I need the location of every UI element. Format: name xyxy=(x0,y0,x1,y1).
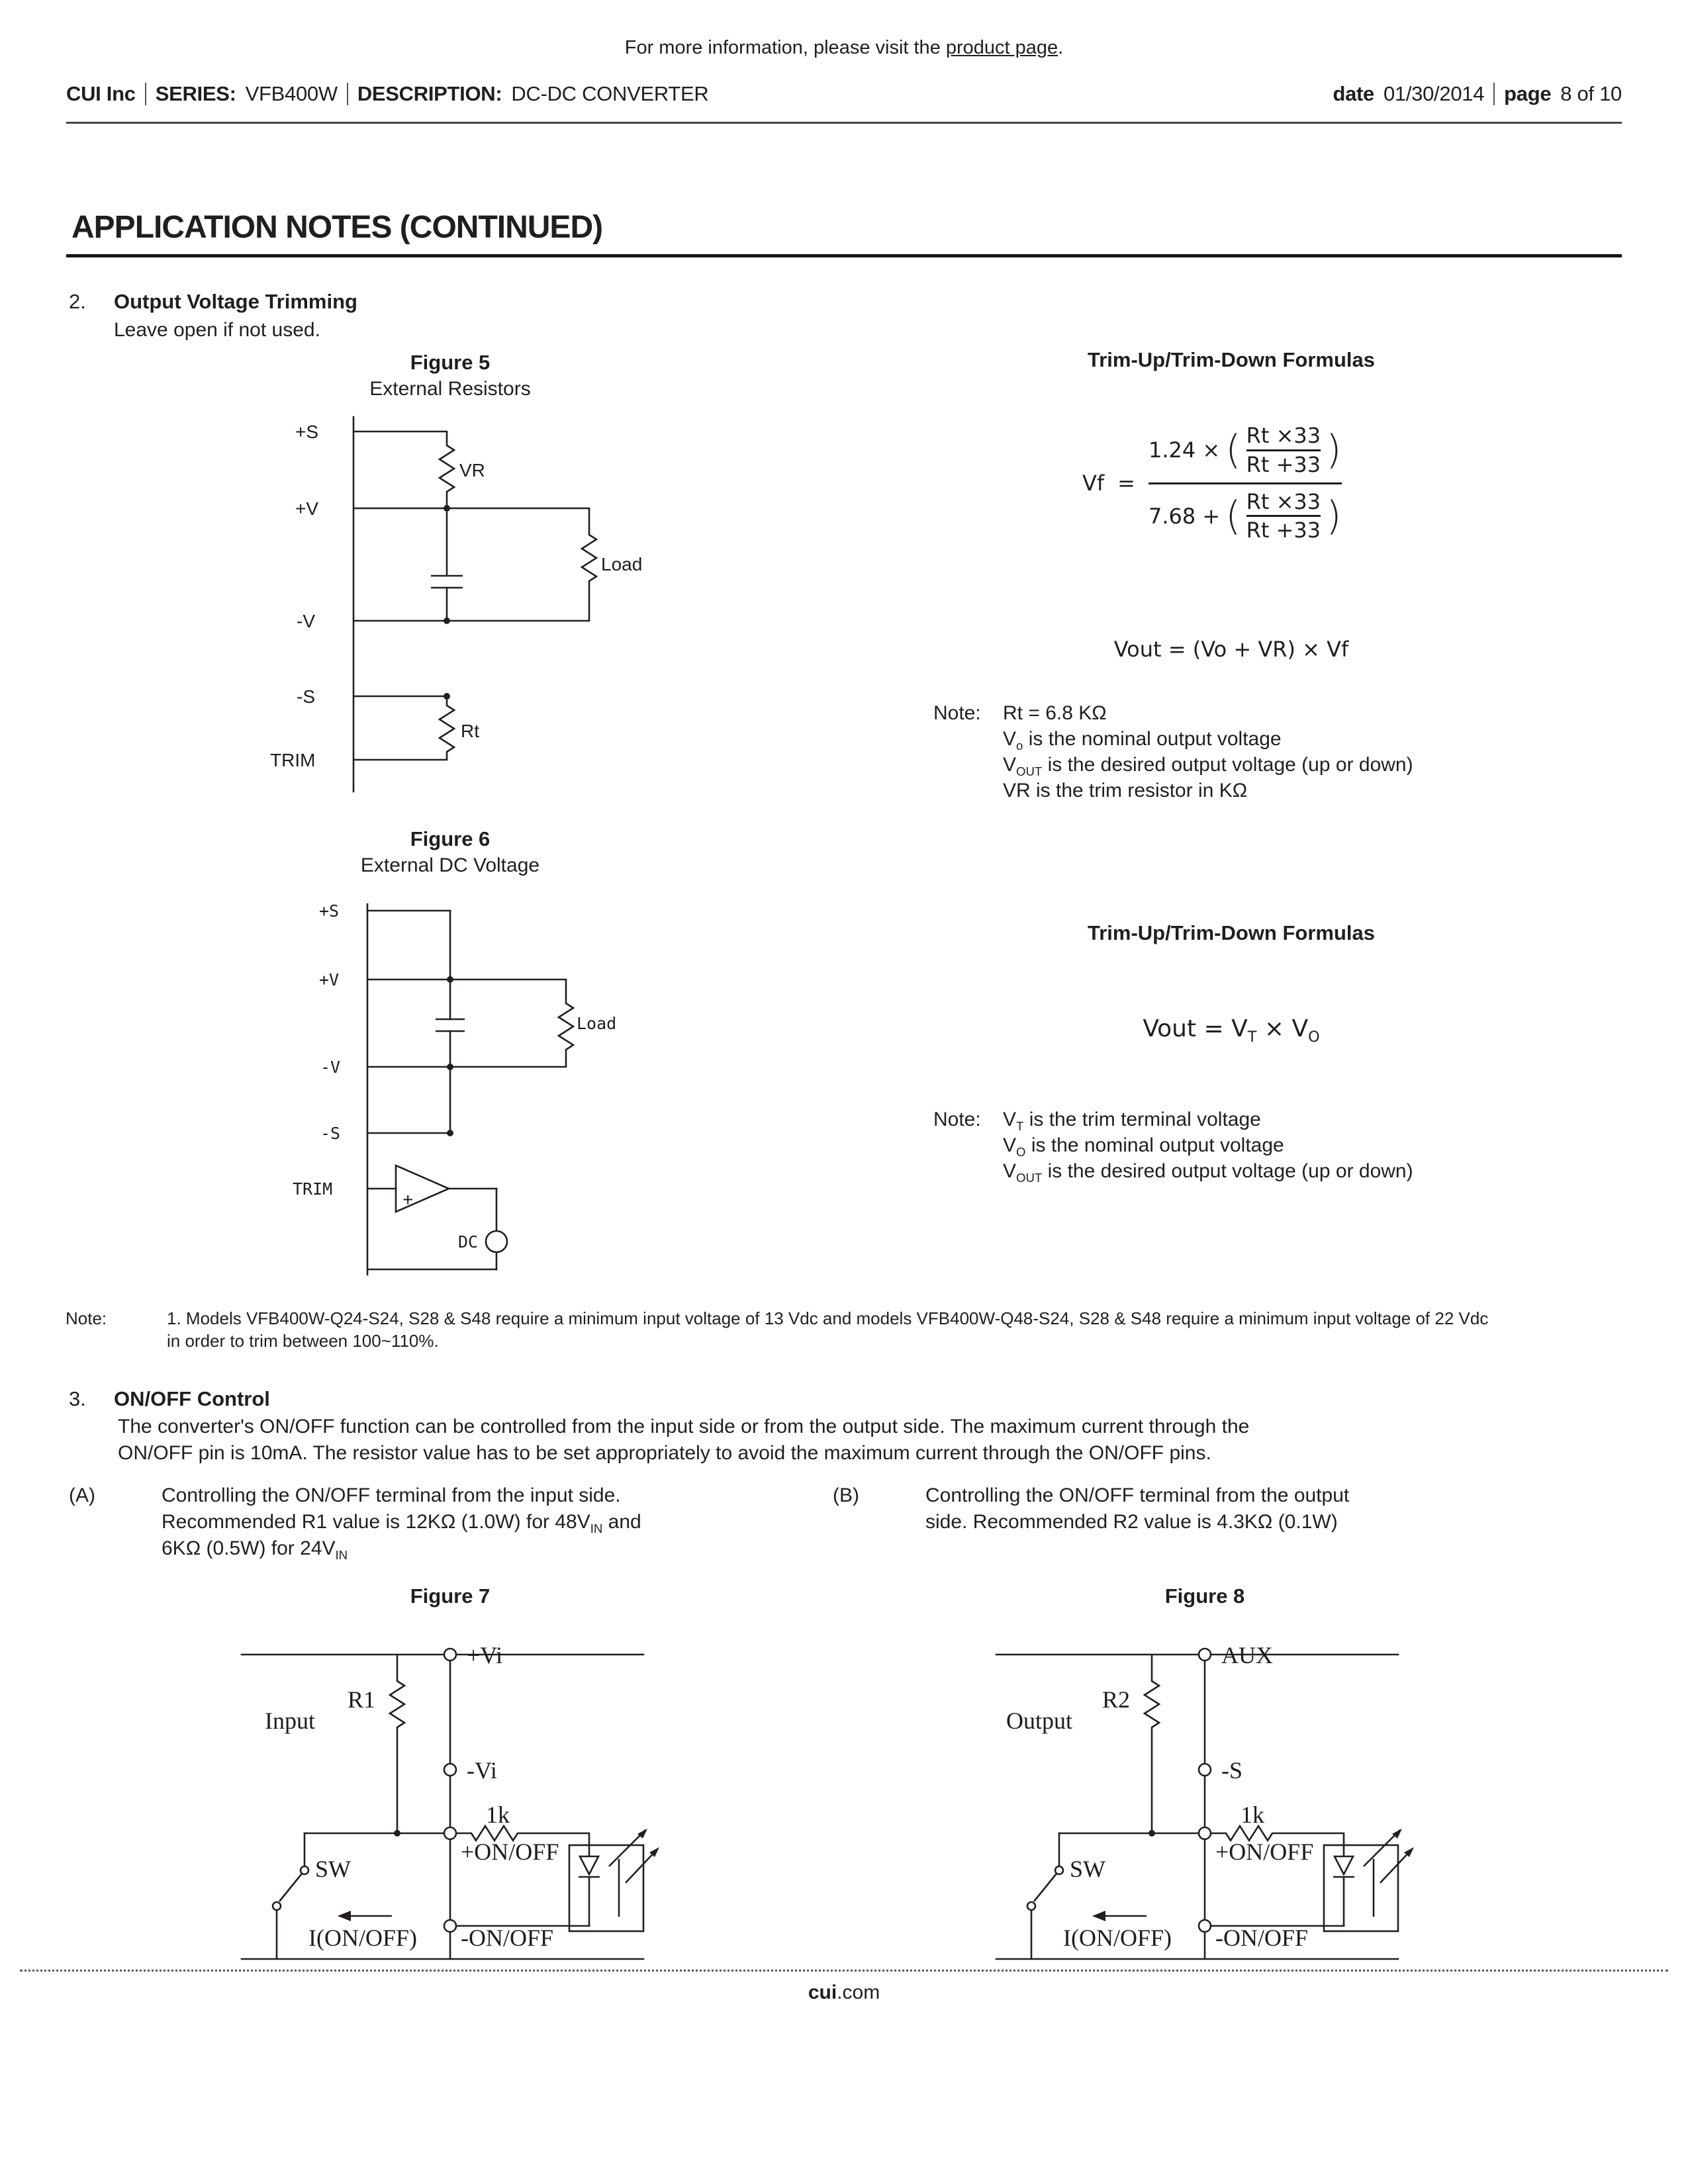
section2-heading xyxy=(69,290,357,314)
figure8-title: Figure 8 xyxy=(1164,1584,1245,1608)
figure7-caption xyxy=(238,1583,662,1610)
note-line xyxy=(933,700,1413,726)
terminal-label-top: +Vi xyxy=(467,1642,503,1668)
figure5-title: Figure 5 xyxy=(410,351,491,374)
minus-onoff-label: -ON/OFF xyxy=(461,1925,554,1951)
opamp-plus-input-label: + xyxy=(402,1189,414,1210)
junction-dot xyxy=(447,976,453,983)
header-right xyxy=(1333,82,1622,106)
vf-den-frac-bottom: Rt +33 xyxy=(1246,518,1321,543)
vf-num-frac-top: Rt ×33 xyxy=(1246,423,1321,448)
resistor-rt-symbol xyxy=(440,696,454,760)
vout-formula-2 xyxy=(1059,1015,1403,1046)
figure8-circuit xyxy=(993,1628,1417,1972)
terminal-label-plus-v: +V xyxy=(319,970,340,989)
product-page-link[interactable]: product page xyxy=(945,37,1058,58)
note-vo-post: is the nominal output voltage xyxy=(1025,1134,1284,1156)
terminal-plus-vi xyxy=(444,1649,456,1661)
terminal-minus-s xyxy=(1199,1764,1211,1776)
document-header xyxy=(66,82,1622,106)
info-text-period: . xyxy=(1058,37,1064,58)
vf-num-fraction xyxy=(1246,424,1321,477)
vf-lhs: Vf xyxy=(1082,471,1105,496)
switch-terminal xyxy=(273,1902,281,1910)
section3-heading xyxy=(69,1387,270,1411)
section2-title: Output Voltage Trimming xyxy=(114,290,357,313)
trim-footnote xyxy=(66,1307,1488,1352)
page-number: 8 of 10 xyxy=(1560,82,1622,105)
header-separator xyxy=(347,83,348,105)
resistor-1k-label: 1k xyxy=(1241,1801,1264,1828)
vf-formula xyxy=(1082,424,1342,543)
note-line: VR is the trim resistor in KΩ xyxy=(1003,780,1248,801)
vf-den-frac-top: Rt ×33 xyxy=(1246,488,1321,514)
switch-terminal xyxy=(1055,1866,1063,1874)
figure8-wires xyxy=(996,1655,1398,1959)
date-label: date xyxy=(1333,82,1374,105)
vout2-sub-t: T xyxy=(1247,1028,1257,1046)
dc-source-label: DC xyxy=(458,1232,479,1251)
current-arrowhead xyxy=(1092,1911,1105,1921)
terminal-plus-onoff xyxy=(1199,1827,1211,1839)
paragraph-line2: ON/OFF pin is 10mA. The resistor value has to be set appropriately to avoid the maximum current through the ON/OFF pins. xyxy=(118,1442,1211,1464)
item-a-line3-sub: IN xyxy=(335,1548,348,1562)
vf-num-coefficient: 1.24 × xyxy=(1148,437,1221,463)
terminal-label-trim: TRIM xyxy=(270,750,316,770)
title-rule xyxy=(66,254,1622,257)
switch-terminal xyxy=(301,1866,308,1874)
vf-numerator: 1.24 × ( Rt ×33 Rt +33 ) xyxy=(1148,423,1342,477)
figure7-title: Figure 7 xyxy=(410,1584,491,1608)
terminal-label-plus-s: +S xyxy=(295,422,319,442)
figure5-circuit xyxy=(252,409,662,806)
load-label: Load xyxy=(577,1014,617,1033)
note-line xyxy=(933,1132,1413,1158)
note-vout-post: is the desired output voltage (up or down) xyxy=(1042,754,1413,776)
note-vt-sub: T xyxy=(1016,1119,1024,1133)
note-label: Note: xyxy=(933,1109,981,1130)
switch-label: SW xyxy=(315,1856,351,1882)
section3-paragraph xyxy=(118,1414,1249,1467)
section2-number: 2. xyxy=(69,290,86,313)
info-banner xyxy=(0,37,1688,59)
terminal-label-trim: TRIM xyxy=(293,1179,333,1199)
series-label: SERIES: xyxy=(155,82,236,105)
load-label: Load xyxy=(601,554,643,574)
footnote-label: Note: xyxy=(66,1308,107,1328)
vout2-pre: Vout = V xyxy=(1143,1015,1248,1042)
description-label: DESCRIPTION: xyxy=(357,82,502,105)
current-label: I(ON/OFF) xyxy=(1063,1925,1172,1951)
note-label: Note: xyxy=(933,702,981,724)
terminal-minus-onoff xyxy=(1199,1920,1211,1932)
terminal-aux xyxy=(1199,1649,1211,1661)
junction-dot xyxy=(1149,1830,1155,1837)
resistor-load-symbol xyxy=(559,979,573,1067)
note-vo-pre: V xyxy=(1003,1134,1017,1156)
item-a xyxy=(69,1482,641,1562)
item-b xyxy=(833,1482,1349,1535)
page-label: page xyxy=(1504,82,1552,105)
plus-onoff-label: +ON/OFF xyxy=(461,1839,559,1865)
resistor-vr-label: VR xyxy=(459,460,485,480)
terminal-label-minus-s: -S xyxy=(320,1124,341,1143)
section3-number: 3. xyxy=(69,1387,86,1410)
note-vout-pre: V xyxy=(1003,754,1017,776)
header-separator xyxy=(145,83,146,105)
item-b-line2: side. Recommended R2 value is 4.3KΩ (0.1W) xyxy=(925,1511,1338,1533)
junction-dot xyxy=(444,617,450,624)
item-a-line3 xyxy=(162,1535,641,1562)
vf-den-fraction xyxy=(1246,490,1321,543)
note-line xyxy=(933,1158,1413,1184)
trim-formulas-heading-2: Trim-Up/Trim-Down Formulas xyxy=(1087,921,1376,944)
footnote-text xyxy=(167,1307,1488,1352)
figure5-note xyxy=(933,700,1413,803)
vf-denominator: 7.68 + ( Rt ×33 Rt +33 ) xyxy=(1148,488,1342,543)
resistor-vr-symbol xyxy=(440,432,454,508)
section2-subheading: Leave open if not used. xyxy=(114,319,320,341)
terminal-minus-onoff xyxy=(444,1920,456,1932)
item-a-line3-pre: 6KΩ (0.5W) for 24V xyxy=(162,1537,336,1559)
item-b-text xyxy=(925,1482,1349,1535)
note-line xyxy=(933,726,1413,752)
terminal-label-minus-v: -V xyxy=(320,1058,341,1077)
resistor-1k-label: 1k xyxy=(486,1801,510,1828)
led-symbol xyxy=(580,1856,598,1874)
item-a-line2-post: and xyxy=(602,1511,641,1533)
item-a-label: (A) xyxy=(69,1484,95,1506)
junction-dot xyxy=(444,505,450,512)
terminal-label-plus-s: +S xyxy=(319,901,340,921)
trim-formulas-heading-1: Trim-Up/Trim-Down Formulas xyxy=(1087,348,1376,371)
minus-onoff-label: -ON/OFF xyxy=(1215,1925,1309,1951)
resistor-label: R1 xyxy=(348,1686,376,1713)
section3-title: ON/OFF Control xyxy=(114,1387,270,1410)
item-a-text xyxy=(162,1482,641,1562)
item-b-line1: Controlling the ON/OFF terminal from the output xyxy=(925,1484,1350,1506)
note-vt-post: is the trim terminal voltage xyxy=(1023,1109,1261,1130)
vf-den-coefficient: 7.68 + xyxy=(1148,503,1221,529)
note-vo-pre: V xyxy=(1003,728,1017,750)
junction-dot xyxy=(447,1064,453,1070)
figure6-circuit xyxy=(285,897,629,1295)
figure7-circuit xyxy=(238,1628,662,1972)
note-line xyxy=(933,752,1413,778)
side-label: Input xyxy=(265,1707,315,1734)
note-line xyxy=(933,1107,1413,1132)
note-vt-pre: V xyxy=(1003,1109,1017,1130)
vf-num-frac-bottom: Rt +33 xyxy=(1246,451,1321,477)
terminal-label-minus-s: -S xyxy=(297,686,315,707)
resistor-r1-symbol xyxy=(390,1655,404,1833)
note-vout-pre: V xyxy=(1003,1160,1017,1182)
series-value: VFB400W xyxy=(245,82,338,105)
vout2-sub-o: O xyxy=(1308,1028,1320,1046)
current-label: I(ON/OFF) xyxy=(308,1925,418,1951)
paragraph-line1: The converter's ON/OFF function can be controlled from the input side or from the output side. The maximum current through the xyxy=(118,1416,1250,1437)
note-vout-sub: OUT xyxy=(1016,1171,1043,1185)
fraction-bar-main xyxy=(1149,482,1342,484)
header-separator xyxy=(1493,83,1495,105)
led-symbol xyxy=(1335,1856,1353,1874)
terminal-label-plus-v: +V xyxy=(295,498,319,519)
plus-onoff-label: +ON/OFF xyxy=(1215,1839,1314,1865)
footer xyxy=(0,1981,1688,2004)
page-title: APPLICATION NOTES (CONTINUED) xyxy=(71,210,603,245)
item-a-line2-pre: Recommended R1 value is 12KΩ (1.0W) for 48V xyxy=(162,1511,590,1533)
note-rt-value: Rt = 6.8 KΩ xyxy=(1003,702,1107,724)
resistor-load-symbol xyxy=(582,508,596,621)
footer-brand: cui xyxy=(808,1981,837,2003)
note-vout-sub: OUT xyxy=(1016,764,1043,778)
item-a-line1: Controlling the ON/OFF terminal from the input side. xyxy=(162,1484,621,1506)
info-text-pre: For more information, please visit the xyxy=(624,37,946,58)
date-value: 01/30/2014 xyxy=(1383,82,1485,105)
footnote-line1: 1. Models VFB400W-Q24-S24, S28 & S48 require a minimum input voltage of 13 Vdc and models VFB400W-Q48-S24, S28 & S48 require a minimum input voltage of 22 Vdc xyxy=(167,1308,1489,1328)
item-b-label: (B) xyxy=(833,1484,859,1506)
figure5-caption xyxy=(245,349,655,402)
junction-dot xyxy=(444,693,450,700)
terminal-label-mid: -Vi xyxy=(467,1757,497,1784)
fraction-bar xyxy=(1246,515,1321,517)
resistor-rt-label: Rt xyxy=(461,721,479,741)
footnote-line2: in order to trim between 100~110%. xyxy=(167,1331,439,1351)
header-rule xyxy=(66,122,1622,124)
fraction-bar xyxy=(1246,449,1321,451)
brand-name: CUI Inc xyxy=(66,82,136,105)
note-vo-sub: O xyxy=(1016,1145,1026,1159)
capacitor-symbol xyxy=(436,1019,465,1031)
description-value: DC-DC CONVERTER xyxy=(511,82,709,105)
vout-formula-1: Vout = (Vo + VR) × Vf xyxy=(1113,637,1349,662)
figure6-title: Figure 6 xyxy=(410,827,491,850)
switch-terminal xyxy=(1027,1902,1035,1910)
figure6-wires xyxy=(367,904,566,1275)
terminal-label-top: AUX xyxy=(1221,1642,1273,1668)
figure6-subtitle: External DC Voltage xyxy=(360,854,540,876)
dc-source-symbol xyxy=(486,1231,507,1252)
junction-dot xyxy=(447,1130,453,1136)
vf-big-fraction xyxy=(1149,424,1342,543)
resistor-label: R2 xyxy=(1102,1686,1131,1713)
item-a-line2 xyxy=(162,1509,641,1535)
note-vo-post: is the nominal output voltage xyxy=(1023,728,1282,750)
header-left xyxy=(66,82,708,106)
footer-dotted-rule xyxy=(20,1970,1668,1972)
footer-domain: .com xyxy=(837,1981,880,2003)
resistor-r2-symbol xyxy=(1145,1655,1159,1833)
vout2-mid: × V xyxy=(1256,1015,1309,1042)
figure6-note xyxy=(933,1107,1413,1184)
terminal-label-mid: -S xyxy=(1221,1757,1243,1784)
figure7-wires xyxy=(242,1655,643,1959)
current-arrowhead xyxy=(338,1911,351,1921)
terminal-minus-vi xyxy=(444,1764,456,1776)
item-a-line2-sub: IN xyxy=(590,1522,603,1535)
switch-label: SW xyxy=(1070,1856,1105,1882)
note-vout-post: is the desired output voltage (up or down) xyxy=(1042,1160,1413,1182)
terminal-label-minus-v: -V xyxy=(297,611,315,631)
side-label: Output xyxy=(1006,1707,1073,1734)
figure8-caption xyxy=(993,1583,1417,1610)
junction-dot xyxy=(394,1830,400,1837)
note-vo-sub: o xyxy=(1016,739,1023,752)
terminal-plus-onoff xyxy=(444,1827,456,1839)
switch-blade xyxy=(279,1874,302,1901)
figure6-caption xyxy=(245,826,655,879)
capacitor-symbol xyxy=(431,576,463,588)
switch-blade xyxy=(1034,1874,1056,1901)
figure5-subtitle: External Resistors xyxy=(369,378,531,400)
vf-equals: = xyxy=(1117,471,1135,496)
